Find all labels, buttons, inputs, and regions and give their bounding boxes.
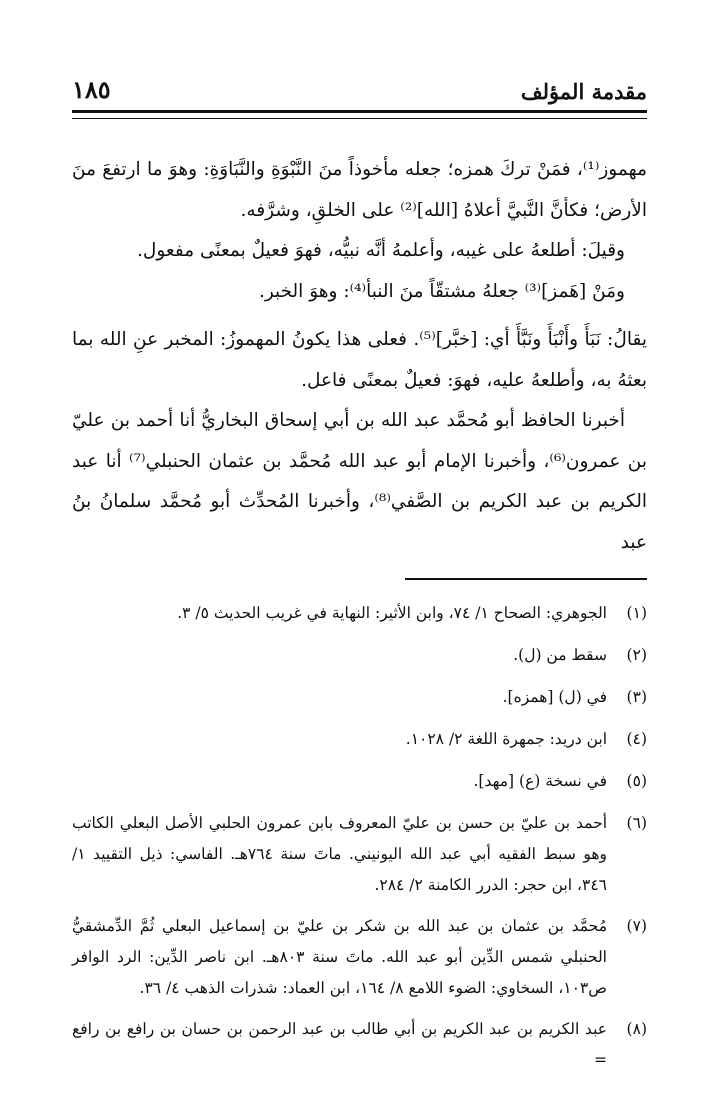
paragraph: مهموز⁽¹⁾، فمَنْ تركَ همزه؛ جعله مأخوذاً منَ النَّبْوَةِ والنَّبَاوَةِ: وهوَ ما ارتفعَ منَ الأرض؛ فكأنَّ النَّبيَّ أعلاهُ [الله]⁽²⁾ على الخلقِ، وشرَّفه. — [72, 159, 647, 221]
page-header — [72, 64, 647, 104]
footnotes — [72, 598, 647, 1076]
footnote — [72, 911, 647, 1004]
footnote-number: (١) — [626, 604, 647, 622]
footnote-text: ابن دريد: جمهرة اللغة ٢/ ١٠٢٨. — [405, 730, 607, 748]
footnote — [72, 766, 647, 808]
footnote-text: في (ل) [همزه]. — [502, 688, 607, 706]
footnote-text: مُحمَّد بن عثمان بن عبد الله بن شكر بن عليّ بن إسماعيل البعلي ثُمَّ الدِّمشقيُّ الحنبلي شمس الدِّين أبو عبد الله. ماتَ سنة ٨٠٣هـ. ابن ناصر الدِّين: الرد الوافر ص١٠٣، السخاوي: الضوء اللامع ٨/ ١٦٤، ابن العماد: شذرات الذهب ٤/ ٣٦. — [72, 917, 607, 997]
page-number: ١٨٥ — [72, 75, 111, 104]
footnote — [72, 1014, 647, 1076]
footnote — [72, 724, 647, 766]
footnote-number: (٧) — [626, 917, 647, 935]
running-title: مقدمة المؤلف — [520, 79, 647, 104]
footnote-number: (٤) — [626, 730, 647, 748]
footnote — [72, 808, 647, 901]
main-text — [72, 150, 647, 563]
footnote-number: (٢) — [626, 646, 647, 664]
footnote — [72, 598, 647, 640]
footnote-number: (٥) — [626, 772, 647, 790]
paragraph: أخبرنا الحافظ أبو مُحمَّد عبد الله بن أبي إسحاق البخاريُّ أنا أحمد بن عليّ بن عمرون⁽⁶⁾، وأخبرنا الإمام أبو عبد الله مُحمَّد بن عثمان الحنبلي⁽⁷⁾ أنا عبد الكريم بن عبد الكريم بن الصَّفي⁽⁸⁾، وأخبرنا المُحدِّث أبو مُحمَّد سلمانُ بنُ عبد — [72, 410, 647, 553]
footnote-text: في نسخة (ع) [مهد]. — [473, 772, 607, 790]
footnote-text: الجوهري: الصحاح ١/ ٧٤، وابن الأثير: النهاية في غريب الحديث ٥/ ٣. — [177, 604, 607, 622]
footnote — [72, 640, 647, 682]
footnote-rule — [405, 578, 647, 580]
paragraph: وقيلَ: أطلعهُ على غيبه، وأعلمهُ أنَّه نبيُّه، فهوَ فعيلٌ بمعنًى مفعول. — [137, 240, 625, 261]
footnote-text: أحمد بن عليّ بن حسن بن عليّ المعروف بابن عمرون الحلبي الأصل البعلي الكاتب وهو سبط الفقيه أبي عبد الله اليونيني. ماتَ سنة ٧٦٤هـ. الفاسي: ذيل التقييد ١/ ٣٤٦، ابن حجر: الدرر الكامنة ٢/ ٢٨٤. — [72, 814, 607, 894]
paragraph: ومَنْ [هَمز]⁽³⁾ جعلهُ مشتقّاً منَ النبأ⁽⁴⁾: وهوَ الخبر. — [258, 280, 625, 302]
paragraph: يقالُ: نَبَأَ وأَنْبَأَ ونَبَّأَ أي: [خبَّر]⁽⁵⁾. فعلى هذا يكونُ المهموزُ: المخبر عنِ الله بما بعثهُ به، وأطلعهُ عليه، فهوَ: فعيلٌ بمعنًى فاعل. — [72, 329, 647, 391]
footnote-number: (٨) — [626, 1020, 647, 1038]
footnote-text: عبد الكريم بن عبد الكريم بن أبي طالب بن عبد الرحمن بن حسان بن رافع بن رافع = — [72, 1020, 607, 1069]
footnote — [72, 682, 647, 724]
footnote-number: (٣) — [626, 688, 647, 706]
header-rule — [72, 110, 647, 119]
footnote-number: (٦) — [626, 814, 647, 832]
footnote-text: سقط من (ل). — [513, 646, 607, 664]
